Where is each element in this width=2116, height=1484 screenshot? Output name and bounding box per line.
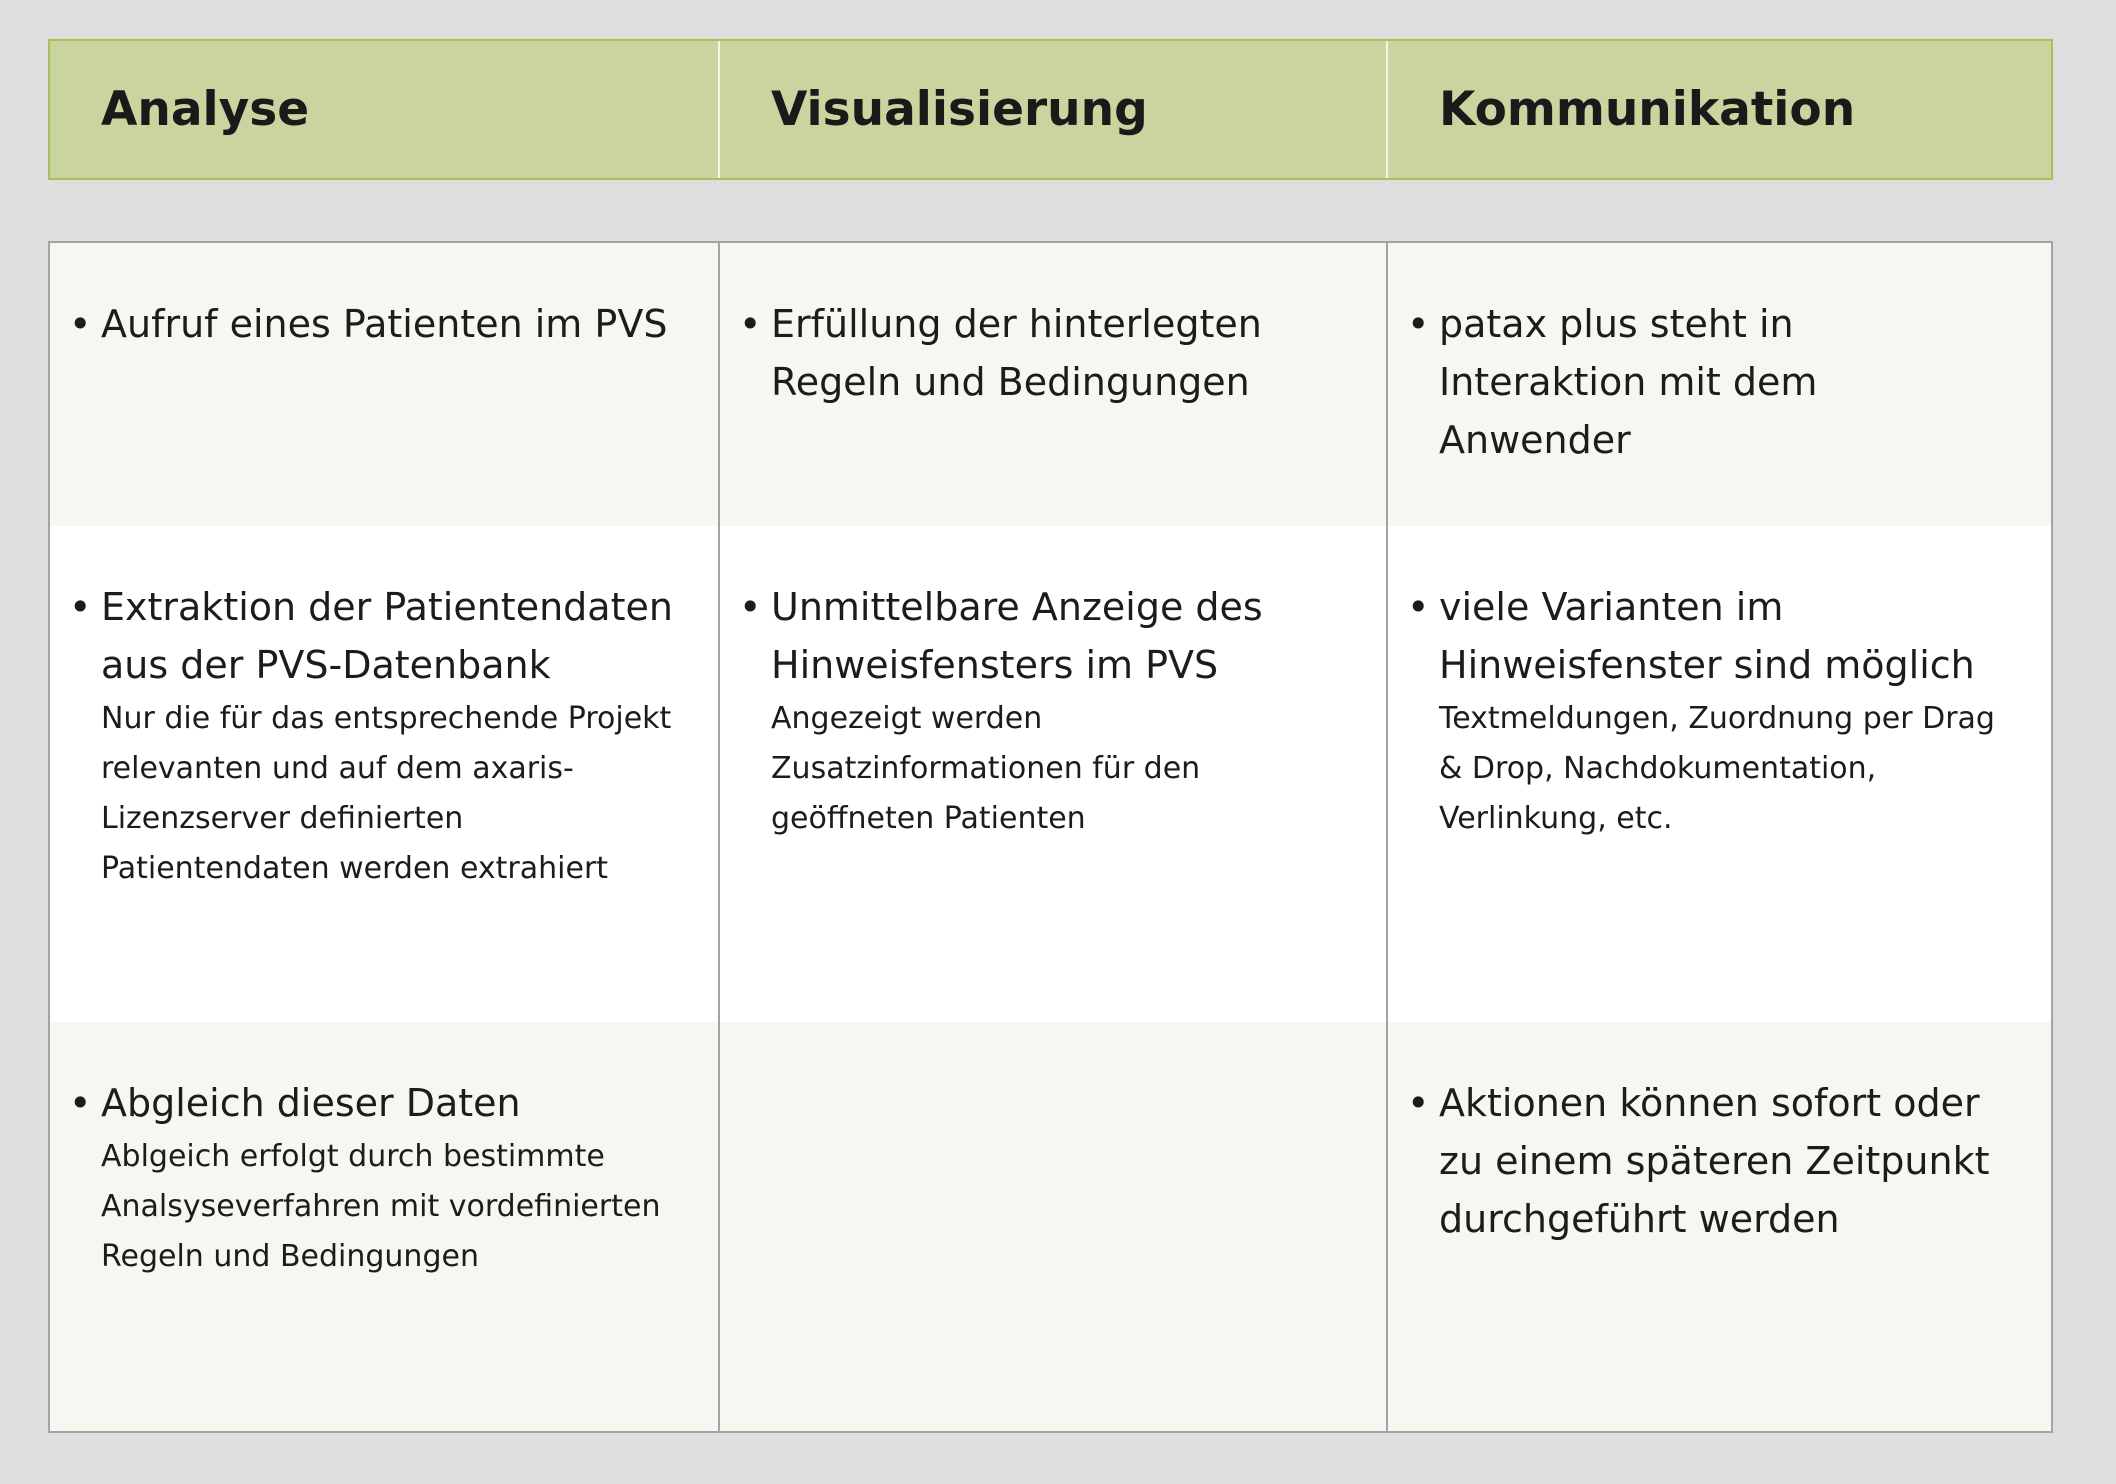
bullet-point: • — [1407, 585, 1430, 629]
item-title: Unmittelbare Anzeige des Hinweisfensters im PVS — [771, 585, 1263, 687]
bullet-point: • — [739, 585, 762, 629]
item-description: Angezeigt werden Zusatzinformationen für den geöffneten Patienten — [771, 701, 1201, 836]
bullet-point: • — [69, 585, 92, 629]
cell-row3-kommunikation — [1386, 1022, 2051, 1431]
item-title: Abgleich dieser Daten — [101, 1081, 521, 1125]
cell-row2-kommunikation — [1386, 526, 2051, 1022]
item-title: Extraktion der Patientendaten aus der PVS-Datenbank — [101, 585, 673, 687]
item-description: Textmeldungen, Zuordnung per Drag & Drop, Nachdokumentation, Verlinkung, etc. — [1439, 701, 1995, 836]
cell-row1-visualisierung — [718, 243, 1386, 526]
column-header-bar — [48, 39, 2053, 180]
bullet-point: • — [69, 1081, 92, 1125]
cell-row1-analyse — [50, 243, 718, 526]
item-title: patax plus steht in Interaktion mit dem Anwender — [1439, 302, 1818, 462]
item-title: Aufruf eines Patienten im PVS — [101, 302, 668, 346]
cell-row3-analyse — [50, 1022, 718, 1431]
item-title: Erfüllung der hinterlegten Regeln und Bedingungen — [771, 302, 1262, 404]
header-analyse: Analyse — [101, 82, 310, 137]
item-title: viele Varianten im Hinweisfenster sind möglich — [1439, 585, 1975, 687]
item-description: Ablgeich erfolgt durch bestimmte Analsyseverfahren mit vordefinierten Regeln und Bedingungen — [101, 1139, 661, 1274]
header-kommunikation: Kommunikation — [1386, 41, 2051, 178]
bullet-point: • — [1407, 1081, 1430, 1125]
bullet-point: • — [1407, 302, 1430, 346]
process-table — [48, 241, 2053, 1433]
header-visualisierung: Visualisierung — [718, 41, 1386, 178]
cell-row2-visualisierung — [718, 526, 1386, 1022]
bullet-point: • — [69, 302, 92, 346]
item-description: Nur die für das entsprechende Projekt relevanten und auf dem axaris-Lizenzserver definierten Patientendaten werden extrahiert — [101, 701, 672, 886]
cell-row2-analyse — [50, 526, 718, 1022]
cell-row3-visualisierung-empty — [718, 1022, 1386, 1431]
bullet-point: • — [739, 302, 762, 346]
cell-row1-kommunikation — [1386, 243, 2051, 526]
item-title: Aktionen können sofort oder zu einem späteren Zeitpunkt durchgeführt werden — [1439, 1081, 1990, 1241]
